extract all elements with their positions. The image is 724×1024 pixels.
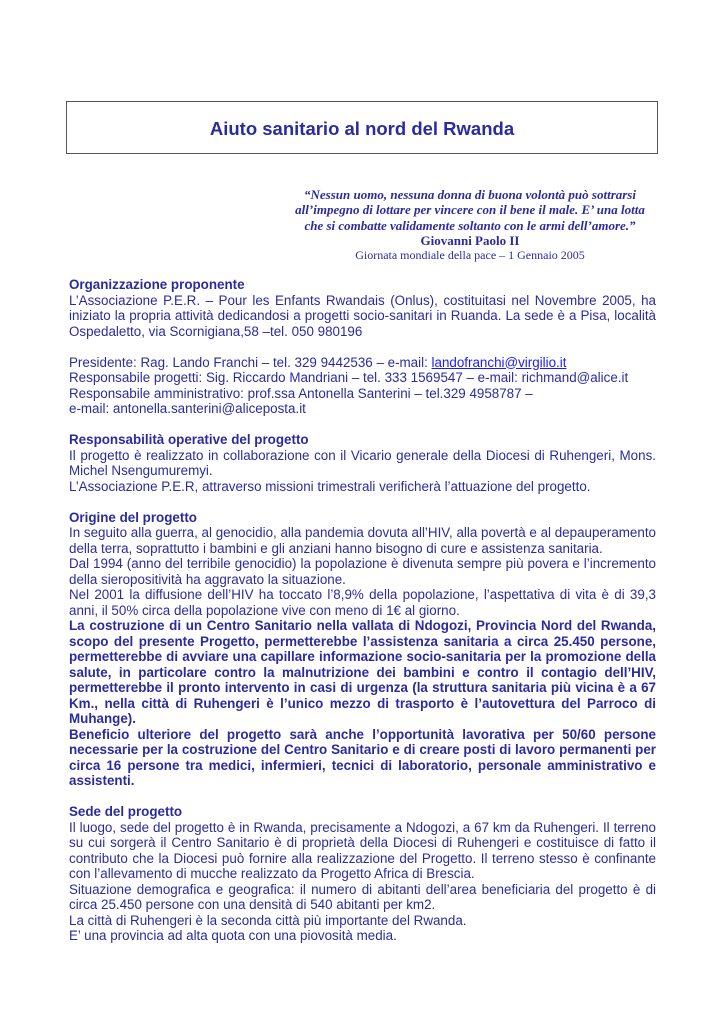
paragraph-origine-1: In seguito alla guerra, al genocidio, alla pandemia dovuta all’HIV, alla povertà e al depauperamento della terra, soprattutto i bambini e gli anziani hanno bisogno di cure e assistenza sanitaria. bbox=[69, 525, 656, 556]
presidente-email-link[interactable]: landofranchi@virgilio.it bbox=[431, 354, 567, 370]
document-title: Aiuto sanitario al nord del Rwanda bbox=[209, 117, 515, 139]
section-heading-sede: Sede del progetto bbox=[69, 804, 183, 819]
section-heading-organizzazione: Organizzazione proponente bbox=[69, 277, 245, 292]
paragraph-responsabilita-1: Il progetto è realizzato in collaborazione con il Vicario generale della Diocesi di Ruhengeri, Mons. Michel Nsengumuremyi. bbox=[69, 447, 656, 478]
paragraph-sede-2: Situazione demografica e geografica: il numero di abitanti dell’area beneficiaria del progetto è di circa 25.450 persone con una densità di 540 abitanti per km2. bbox=[69, 881, 656, 912]
paragraph-origine-bold-2: Beneficio ulteriore del progetto sarà anche l’opportunità lavorativa per 50/60 persone necessarie per la costruzione del Centro Sanitario e di creare posti di lavoro permanenti per circa 16 persone tra medici, infermieri, tecnici di laboratorio, personale amministrativo e assistenti. bbox=[69, 726, 656, 788]
paragraph-origine-3: Nel 2001 la diffusione dell’HIV ha toccato l’8,9% della popolazione, l’aspettativa di vita è di 39,3 anni, il 50% circa della popolazione vive con meno di 1€ al giorno. bbox=[69, 587, 656, 618]
quote-line: “Nessun uomo, nessuna donna di buona volontà può sottrarsi bbox=[304, 187, 636, 202]
contact-resp-progetti: Responsabile progetti: Sig. Riccardo Mandriani – tel. 333 1569547 – e-mail: richmand@alice.it bbox=[69, 370, 629, 385]
contact-resp-amm-email: e-mail: antonella.santerini@aliceposta.it bbox=[69, 401, 306, 416]
paragraph-sede-1: Il luogo, sede del progetto è in Rwanda, precisamente a Ndogozi, a 67 km da Ruhengeri. Il terreno su cui sorgerà il Centro Sanitario è di proprietà della Diocesi di Ruhengeri e costituisce di fatto il contributo che la Diocesi può fornire alla realizzazione del Progetto. Il terreno stesso è confinante con l’allevamento di mucche realizzato da Progetto Africa di Brescia. bbox=[69, 819, 656, 881]
paragraph-origine-bold-1: La costruzione di un Centro Sanitario nella vallata di Ndogozi, Provincia Nord del Rwanda, scopo del presente Progetto, permetterebbe l’assistenza sanitaria a circa 25.450 persone, permetterebbe di avviare una capillare informazione socio-sanitaria per la promozione della salute, in particolare contro la malnutrizione dei bambini e contro il contagio dell’HIV, permetterebbe il pronto intervento in casi di urgenza (la struttura sanitaria più vicina è a 67 Km., nella città di Ruhengeri è l’unico mezzo di trasporto è l’autovettura del Parroco di Muhange). bbox=[69, 618, 656, 726]
document-body bbox=[69, 277, 656, 944]
section-heading-origine: Origine del progetto bbox=[69, 509, 197, 525]
section-heading-responsabilita: Responsabilità operative del progetto bbox=[69, 432, 309, 447]
epigraph bbox=[270, 187, 670, 262]
contact-resp-amm: Responsabile amministrativo: prof.ssa Antonella Santerini – tel.329 4958787 – bbox=[69, 385, 533, 401]
presidente-text: Presidente: Rag. Lando Franchi – tel. 329 9442536 – e-mail: bbox=[69, 354, 432, 370]
quote-line: all’impegno di lottare per vincere con il bene il male. E’ una lotta bbox=[295, 202, 645, 218]
quote-line: che si combatte validamente soltanto con le armi dell’amore.” bbox=[304, 217, 636, 233]
contact-presidente bbox=[69, 355, 656, 371]
quote-author: Giovanni Paolo II bbox=[420, 232, 520, 248]
paragraph-origine-2: Dal 1994 (anno del terribile genocidio) la popolazione è divenuta sempre più povera e l’incremento della sieropositività ha aggravato la situazione. bbox=[69, 556, 656, 587]
paragraph-sede-3: La città di Ruhengeri è la seconda città più importante del Rwanda. bbox=[69, 912, 467, 928]
quote-occasion: Giornata mondiale della pace – 1 Gennaio 2005 bbox=[355, 248, 585, 263]
paragraph-responsabilita-2: L’Associazione P.E.R, attraverso missioni trimestrali verificherà l’attuazione del progetto. bbox=[69, 478, 591, 494]
title-box bbox=[66, 101, 658, 154]
paragraph-organizzazione: L’Associazione P.E.R. – Pour les Enfants Rwandais (Onlus), costituitasi nel Novembre 2005, ha iniziato la propria attività dedicandosi a progetti socio-sanitari in Ruanda. La sede è a Pisa, località Ospedaletto, via Scornigiana,58 –tel. 050 980196 bbox=[69, 292, 656, 339]
paragraph-sede-4: E’ una provincia ad alta quota con una piovosità media. bbox=[69, 928, 397, 943]
